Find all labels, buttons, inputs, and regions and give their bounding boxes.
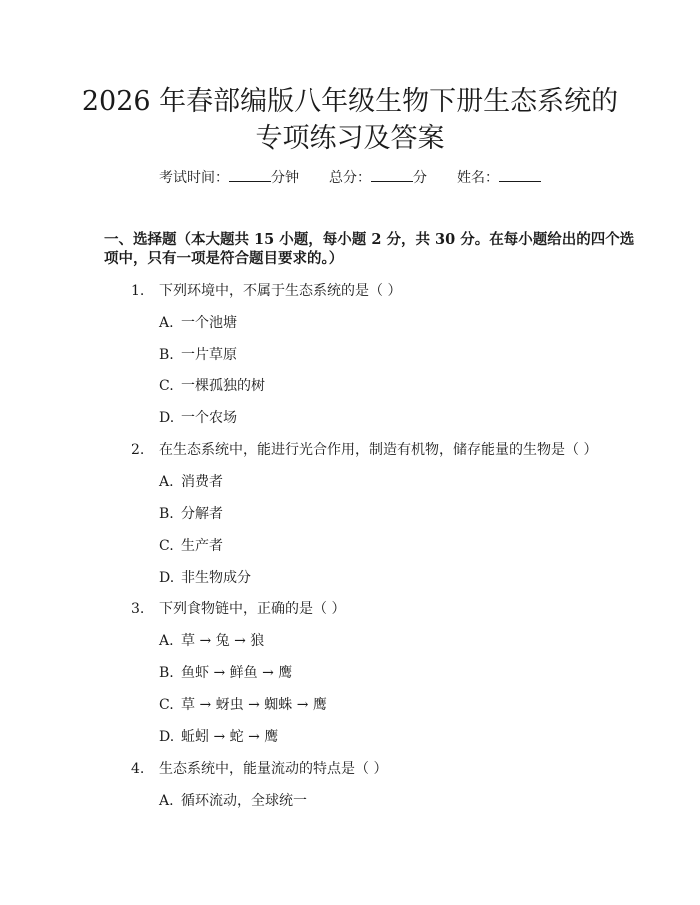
option-text: 循环流动，全球统一	[181, 793, 307, 809]
option-letter: D.	[159, 410, 175, 426]
section-heading-line-1: 一、选择题（本大题共 15 小题，每小题 2 分，共 30 分。在每小题给出的四个选	[104, 231, 635, 248]
option-text: 蚯蚓 → 蛇 → 鹰	[181, 729, 279, 745]
option-text: 生产者	[181, 538, 223, 554]
question-3-option-a	[159, 631, 264, 651]
option-letter: A.	[159, 474, 174, 490]
question-1-option-b	[159, 345, 237, 365]
option-text: 鱼虾 → 鲜鱼 → 鹰	[181, 665, 293, 681]
option-text: 一棵孤独的树	[181, 378, 265, 394]
option-text: 分解者	[181, 506, 223, 522]
option-text: 草 → 蚜虫 → 蜘蛛 → 鹰	[181, 697, 327, 713]
document-title-line-1: 2026 年春部编版八年级生物下册生态系统的	[81, 86, 619, 117]
question-4	[131, 759, 387, 779]
option-text: 草 → 兔 → 狼	[181, 633, 265, 649]
option-text: 非生物成分	[181, 570, 251, 586]
question-2-option-b	[159, 504, 223, 524]
question-text: 生态系统中，能量流动的特点是（ ）	[159, 761, 388, 777]
option-letter: C.	[159, 697, 174, 713]
question-3-option-c	[159, 695, 327, 715]
question-3-option-b	[159, 663, 292, 683]
question-number: 1.	[131, 283, 145, 299]
question-number: 3.	[131, 601, 145, 617]
question-3-option-d	[159, 727, 278, 747]
question-2-option-a	[159, 472, 223, 492]
option-letter: C.	[159, 538, 174, 554]
question-2-option-d	[159, 568, 251, 588]
question-1-option-a	[159, 313, 237, 333]
option-letter: A.	[159, 315, 174, 331]
option-letter: D.	[159, 729, 175, 745]
question-3	[131, 599, 345, 619]
option-letter: A.	[159, 633, 174, 649]
option-letter: D.	[159, 570, 175, 586]
document-title-line-2: 专项练习及答案	[255, 123, 445, 154]
option-text: 一个农场	[181, 410, 237, 426]
option-letter: B.	[159, 506, 174, 522]
exam-time-label: 考试时间：	[159, 170, 229, 186]
exam-time-blank	[229, 169, 271, 182]
option-text: 一片草原	[181, 347, 237, 363]
option-text: 消费者	[181, 474, 223, 490]
student-name-label: 姓名：	[457, 170, 499, 186]
option-letter: C.	[159, 378, 174, 394]
option-letter: B.	[159, 347, 174, 363]
question-number: 4.	[131, 761, 145, 777]
question-2-option-c	[159, 536, 223, 556]
option-letter: B.	[159, 665, 174, 681]
question-text: 在生态系统中，能进行光合作用，制造有机物，储存能量的生物是（ ）	[159, 442, 598, 458]
option-letter: A.	[159, 793, 174, 809]
total-score-blank	[371, 169, 413, 182]
section-heading-line-2: 项中，只有一项是符合题目要求的。）	[104, 250, 344, 267]
total-score-label: 总分：	[329, 170, 371, 186]
question-text: 下列食物链中，正确的是（ ）	[159, 601, 346, 617]
exam-info-line	[0, 168, 700, 188]
question-4-option-a	[159, 791, 307, 811]
student-name-blank	[499, 169, 541, 182]
question-text: 下列环境中，不属于生态系统的是（ ）	[159, 283, 402, 299]
option-text: 一个池塘	[181, 315, 237, 331]
question-number: 2.	[131, 442, 145, 458]
question-1-option-d	[159, 408, 237, 428]
question-1-option-c	[159, 376, 265, 396]
question-1	[131, 281, 401, 301]
total-score-unit: 分	[413, 170, 427, 186]
question-2	[131, 440, 597, 460]
exam-time-unit: 分钟	[271, 170, 299, 186]
